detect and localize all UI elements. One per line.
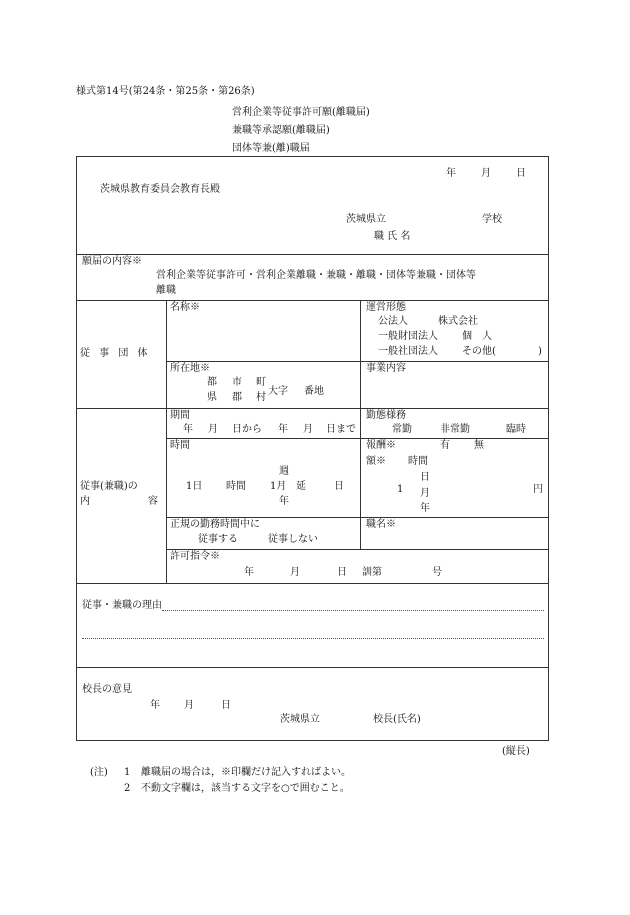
note-1-number: 1 bbox=[124, 767, 131, 778]
notes-label: (注) bbox=[90, 767, 108, 778]
duties-label-line-2a: 内 bbox=[80, 496, 90, 507]
divider bbox=[76, 300, 549, 301]
job-title-label: 職名※ bbox=[366, 519, 396, 530]
amount-month: 月 bbox=[420, 488, 430, 499]
note-2-number: 2 bbox=[124, 783, 131, 794]
permit-label: 許可指令※ bbox=[170, 551, 220, 562]
work-style-fulltime: 常勤 bbox=[392, 424, 412, 435]
org-type-public: 公法人 bbox=[378, 316, 408, 327]
amount-yen: 円 bbox=[533, 484, 543, 495]
title-line-2: 兼職等承認願(離職届) bbox=[232, 125, 330, 136]
pay-label: 報酬※ bbox=[366, 440, 396, 451]
divider bbox=[166, 361, 549, 362]
addr-mura: 村 bbox=[256, 392, 266, 403]
date-month: 月 bbox=[481, 168, 491, 179]
addr-machi: 町 bbox=[256, 377, 266, 388]
addr-to: 都 bbox=[207, 377, 217, 388]
principal-date-day: 日 bbox=[221, 700, 231, 711]
reason-dotted-line bbox=[82, 638, 544, 639]
addr-ken: 県 bbox=[207, 392, 217, 403]
period-month-2: 月 bbox=[303, 424, 313, 435]
principal-signature: 校長(氏名) bbox=[373, 714, 421, 725]
divider bbox=[166, 300, 167, 583]
date-year: 年 bbox=[446, 168, 456, 179]
applicant-position-name: 職 氏 名 bbox=[374, 231, 411, 242]
permit-day: 日 bbox=[337, 567, 347, 578]
addr-shi: 市 bbox=[232, 377, 242, 388]
hours-year: 年 bbox=[279, 496, 289, 507]
principal-prefix: 茨城県立 bbox=[280, 714, 320, 725]
period-from: 日から bbox=[232, 424, 262, 435]
amount-hours: 時間 bbox=[408, 456, 428, 467]
note-2-text: 不動文字欄は，該当する文字を○で囲むこと。 bbox=[141, 783, 350, 794]
hours-unit: 時間 bbox=[226, 481, 246, 492]
organization-label: 従 事 団 体 bbox=[80, 348, 151, 359]
org-type-other: その他( bbox=[462, 346, 496, 357]
divider bbox=[76, 254, 549, 255]
principal-date-month: 月 bbox=[184, 700, 194, 711]
divider bbox=[76, 583, 549, 584]
addr-gun: 郡 bbox=[232, 392, 242, 403]
org-type-individual: 個 人 bbox=[462, 331, 492, 342]
hours-total: 延 bbox=[296, 481, 306, 492]
org-business-label: 事業内容 bbox=[366, 363, 406, 374]
org-type-foundation: 一般財団法人 bbox=[378, 331, 438, 342]
period-label: 期間 bbox=[170, 410, 190, 421]
amount-year: 年 bbox=[420, 503, 430, 514]
amount-label: 額※ bbox=[366, 456, 386, 467]
note-1-text: 離職届の場合は，※印欄だけ記入すればよい。 bbox=[141, 767, 351, 778]
permit-directive: 訓第 bbox=[362, 567, 382, 578]
regular-option-not-engage: 従事しない bbox=[268, 534, 318, 545]
applicant-school: 学校 bbox=[482, 214, 502, 225]
request-label: 願届の内容※ bbox=[82, 256, 142, 267]
regular-hours-label: 正規の勤務時間中に bbox=[170, 519, 260, 530]
hours-month: 1月 bbox=[270, 481, 287, 492]
reason-dotted-line bbox=[162, 610, 544, 611]
divider bbox=[76, 408, 549, 409]
hours-day2: 日 bbox=[334, 481, 344, 492]
amount-one: 1 bbox=[397, 484, 404, 495]
work-style-temporary: 臨時 bbox=[506, 424, 526, 435]
form-number: 様式第14号(第24条・第25条・第26条) bbox=[76, 86, 255, 97]
date-day: 日 bbox=[516, 168, 526, 179]
work-style-label: 勤態様務 bbox=[366, 410, 406, 421]
regular-option-engage: 従事する bbox=[198, 534, 238, 545]
amount-day: 日 bbox=[420, 472, 430, 483]
divider bbox=[166, 549, 549, 550]
principal-label: 校長の意見 bbox=[82, 684, 132, 695]
hours-label: 時間 bbox=[170, 440, 190, 451]
org-name-label: 名称※ bbox=[170, 302, 200, 313]
request-line-2: 離職 bbox=[156, 285, 176, 296]
divider bbox=[166, 438, 549, 439]
permit-number: 号 bbox=[432, 567, 442, 578]
reason-label: 従事・兼職の理由 bbox=[82, 600, 162, 611]
divider bbox=[76, 667, 549, 668]
pay-no: 無 bbox=[474, 440, 484, 451]
applicant-prefix: 茨城県立 bbox=[346, 214, 386, 225]
title-line-1: 営利企業等従事許可願(離職届) bbox=[232, 107, 370, 118]
org-type-label: 運営形態 bbox=[366, 302, 406, 313]
org-type-corp: 株式会社 bbox=[438, 316, 478, 327]
addr-oaza: 大字 bbox=[268, 386, 288, 397]
duties-label-line-2b: 容 bbox=[148, 496, 158, 507]
org-type-other-close: ) bbox=[538, 346, 542, 357]
org-type-association: 一般社団法人 bbox=[378, 346, 438, 357]
hours-week: 週 bbox=[279, 466, 289, 477]
period-year-1: 年 bbox=[183, 424, 193, 435]
org-address-label: 所在地※ bbox=[170, 363, 210, 374]
work-style-parttime: 非常勤 bbox=[440, 424, 470, 435]
addr-banchi: 番地 bbox=[304, 386, 324, 397]
divider bbox=[360, 300, 361, 549]
period-month-1: 月 bbox=[208, 424, 218, 435]
pay-yes: 有 bbox=[440, 440, 450, 451]
request-line-1: 営利企業等従事許可・営利企業離職・兼職・離職・団体等兼職・団体等 bbox=[156, 270, 476, 281]
period-until: 日まで bbox=[326, 424, 356, 435]
period-year-2: 年 bbox=[278, 424, 288, 435]
permit-month: 月 bbox=[290, 567, 300, 578]
hours-day: 1日 bbox=[186, 481, 203, 492]
title-line-3: 団体等兼(離)職届 bbox=[232, 143, 310, 154]
duties-label-line-1: 従事(兼職)の bbox=[80, 481, 138, 492]
permit-year: 年 bbox=[244, 567, 254, 578]
addressee: 茨城県教育委員会教育長殿 bbox=[100, 184, 220, 195]
principal-date-year: 年 bbox=[150, 700, 160, 711]
divider bbox=[166, 517, 549, 518]
orientation-note: (縦長) bbox=[502, 746, 530, 757]
